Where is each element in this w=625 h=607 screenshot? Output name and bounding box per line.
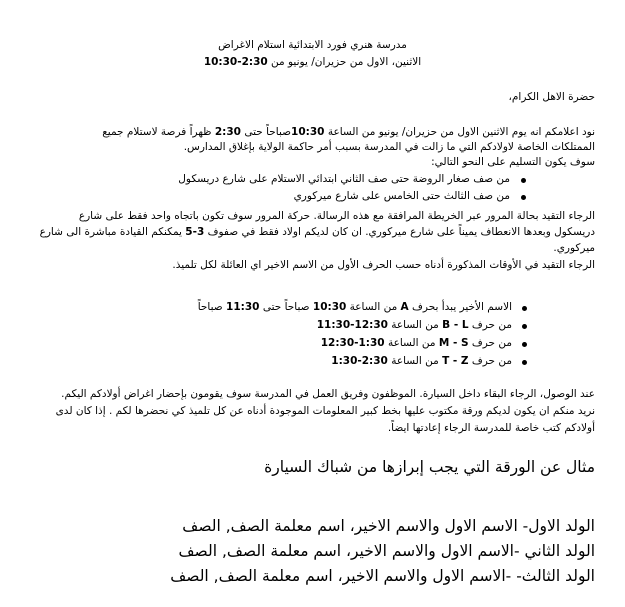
bullet bbox=[522, 324, 527, 329]
bullet bbox=[522, 306, 527, 311]
intro-line-2: الممتلكات الخاصة لاولادكم التي ما زالت في المدرسة بسبب أمر حاكمة الولاية بإغلاق المدارس. bbox=[183, 141, 595, 153]
bullet bbox=[522, 360, 527, 365]
map-note-line-1: الرجاء التقيد بحالة المرور عبر الخريطة المرافقة مع هذه الرسالة. حركة المرور سوف تكون باتجاه واحد فقط على شارع bbox=[78, 210, 595, 222]
greeting: حضرة الاهل الكرام، bbox=[508, 91, 595, 103]
delivery-item: من صف الثالث حتى الخامس على شارع ميركوري bbox=[293, 190, 510, 202]
map-note-line-4: الرجاء التقيد في الأوقات المذكورة أدناه حسب الحرف الأول من الاسم الاخير اي العائلة لكل تلميذ. bbox=[172, 259, 595, 271]
header-date-line: الاثنين، الاول من حزيران/ يونيو من 10:30-2:30 bbox=[203, 56, 422, 68]
example-line: الولد الاول- الاسم الاول والاسم الاخير، اسم معلمة الصف, الصف bbox=[182, 517, 595, 535]
schedule-item: من حرف M - S من الساعة 12:30-1:30 bbox=[320, 337, 512, 349]
arrival-line-3: أولادكم كتب خاصة للمدرسة الرجاء إعادتها ايضاً. bbox=[387, 422, 595, 434]
schedule-item: من حرف B - L من الساعة 11:30-12:30 bbox=[316, 319, 512, 331]
header-school-title: مدرسة هنري فورد الابتدائية استلام الاغراض bbox=[218, 39, 407, 51]
intro-line-3: سوف يكون التسليم على النحو التالي: bbox=[431, 156, 595, 168]
example-line: الولد الثاني -الاسم الاول والاسم الاخير، اسم معلمة الصف, الصف bbox=[178, 542, 595, 560]
map-note-line-3: ميركوري. bbox=[553, 242, 595, 254]
delivery-item: من صف صغار الروضة حتى صف الثاني ابتدائي الاستلام على شارع دريسكول bbox=[178, 173, 510, 185]
arrival-line-2: نريد منكم ان يكون لديكم ورقة مكتوب عليها بخط كبير المعلومات الموجودة أدناه عن كل تلميذ كي نحضرها لكم . إذا كان لدى bbox=[55, 405, 595, 417]
schedule-item: الاسم الأخير يبدأ بحرف A من الساعة 10:30 صباحاً حتى 11:30 صباحاً bbox=[197, 301, 512, 313]
arrival-line-1: عند الوصول، الرجاء البقاء داخل السيارة. الموظفون وفريق العمل في المدرسة سوف يقومون بإحضار اغراض أولادكم اليكم. bbox=[61, 388, 595, 400]
bullet bbox=[521, 195, 526, 200]
intro-line-1: نود اعلامكم انه يوم الاثنين الاول من حزيران/ يونيو من الساعة 10:30صباحاً حتى 2:30 ظهراً فرصة لاستلام جميع bbox=[102, 126, 595, 138]
bullet bbox=[522, 342, 527, 347]
bullet bbox=[521, 178, 526, 183]
map-note-line-2: دريسكول وبعدها الانعطاف يميناً على شارع ميركوري. ان كان لديكم اولاد فقط في صفوف 5-3 يمكنكم القيادة مباشرة الى شارع bbox=[39, 226, 595, 238]
example-line: الولد الثالث- -الاسم الاول والاسم الاخير، اسم معلمة الصف, الصف bbox=[170, 567, 595, 585]
schedule-item: من حرف T - Z من الساعة 1:30-2:30 bbox=[331, 355, 512, 367]
example-title: مثال عن الورقة التي يجب إبرازها من شباك السيارة bbox=[264, 458, 595, 476]
